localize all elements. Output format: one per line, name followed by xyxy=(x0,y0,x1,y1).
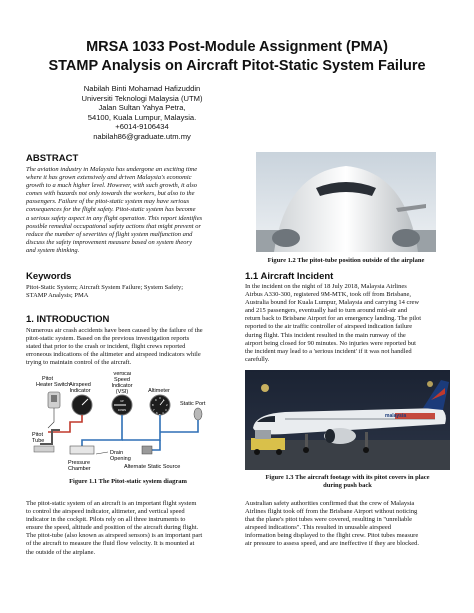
svg-text:Pitot: Pitot xyxy=(32,432,44,438)
safety-authorities-paragraph: Australian safety authorities confirmed that the crew of Malaysia Airlines flight took off from the Brisbane Airport without noticing that the plane's pitot tubes were covered, resulting in "unreliable airspeed indications". This resulted in unusable airspeed information being displayed to the flight crew. Pitot tubes measure air pressure to assess speed, and are ineffective if they are blocked. xyxy=(245,500,420,548)
svg-text:9: 9 xyxy=(155,398,157,402)
author-phone: +6014-9106434 xyxy=(115,122,169,132)
paper-title-line2: STAMP Analysis on Aircraft Pitot-Static System Failure xyxy=(48,58,426,74)
svg-text:Indicator: Indicator xyxy=(69,388,91,394)
introduction-heading: 1. INTRODUCTION xyxy=(26,314,110,325)
author-affiliation: Universiti Teknologi Malaysia (UTM) xyxy=(81,93,203,103)
svg-text:Pressure: Pressure xyxy=(68,460,91,466)
svg-text:DOWN: DOWN xyxy=(117,409,127,412)
introduction-text: Numerous air crash accidents have been caused by the failure of the pitot-static system. Based on the previous investigation reports stated that prior to the crash or incident, flight crews reported erroneous indications of the altimeter and airspeed indicators while trying to maintain control of the aircraft. xyxy=(26,327,203,367)
svg-text:Opening: Opening xyxy=(110,456,131,462)
label-pitot: Pitot xyxy=(42,376,54,382)
svg-text:Static Port: Static Port xyxy=(180,401,206,407)
author-email[interactable]: nabilah86@graduate.utm.my xyxy=(93,131,191,141)
svg-text:Indicator: Indicator xyxy=(111,383,133,389)
abstract-heading: ABSTRACT xyxy=(26,153,79,164)
svg-text:Drain: Drain xyxy=(110,450,124,456)
svg-text:(VSI): (VSI) xyxy=(115,389,129,395)
author-city: 54100, Kuala Lumpur, Malaysia. xyxy=(87,112,197,122)
label-heater-switch: Heater Switch xyxy=(36,382,71,388)
svg-text:6: 6 xyxy=(156,411,158,415)
pitot-static-paragraph: The pitot-static system of an aircraft is an important flight system to control the airspeed indicator, altimeter, and vertical speed indicator in the cockpit. Pilots rely on all three instruments to ensure the speed, altitude and position of the aircraft during flight. The pitot-tube (also known as airspeed sensors) is an important part of the aircraft to measure the fluid flow velocity. It is mounted at the outside of the airplane. xyxy=(26,500,203,556)
svg-text:3: 3 xyxy=(165,408,167,412)
svg-text:Speed: Speed xyxy=(114,377,130,383)
incident-heading: 1.1 Aircraft Incident xyxy=(245,271,334,282)
svg-text:malaysia: malaysia xyxy=(385,413,407,419)
abstract-text: The aviation industry in Malaysia has undergone an exciting time where it has grown extensively and driven Malaysia's economic growth to a much higher level. However, with such growth, it also comes with hazards not only towards the workers, but also to the passengers. Failure of the pitot-static system may have serious consequences for the flight safety. Pitot-static system has become a serious safety aspect in any flight operation. This report identifies possible remedial occupational safety actions that might prevent or reduce the number of severities of flight system malfunction and discuss the safety improvement measure based on system theory and system thinking. xyxy=(26,166,203,254)
svg-text:Altimeter: Altimeter xyxy=(148,388,170,394)
svg-text:0: 0 xyxy=(159,396,161,400)
paper-title-line1: MRSA 1033 Post-Module Assignment (PMA) xyxy=(86,39,388,55)
svg-text:4: 4 xyxy=(162,411,164,415)
svg-text:Vertical: Vertical xyxy=(112,372,132,377)
pushback-photo xyxy=(245,370,450,470)
figure-1-1-caption: Figure 1.1 The Pitot-static system diagram xyxy=(69,478,187,485)
pitot-static-diagram xyxy=(30,372,230,474)
author-name: Nabilah Binti Mohamad Hafizuddin xyxy=(83,84,201,93)
keywords-text: Pitot-Static System; Aircraft System Failure; System Safety; STAMP Analysis; PMA xyxy=(26,284,184,300)
svg-text:5: 5 xyxy=(159,413,161,417)
svg-text:Chamber: Chamber xyxy=(68,466,91,472)
pressure-chamber-icon xyxy=(70,446,94,454)
svg-text:2: 2 xyxy=(166,403,168,407)
svg-text:7: 7 xyxy=(153,408,155,412)
svg-text:UP: UP xyxy=(120,400,124,403)
author-street: Jalan Sultan Yahya Petra, xyxy=(98,103,186,113)
author-block xyxy=(42,84,242,142)
figure-1-3-caption: Figure 1.3 The aircraft footage with its pitot covers in place during push back xyxy=(265,474,430,489)
keywords-heading: Keywords xyxy=(26,271,72,282)
static-port-icon xyxy=(194,408,202,420)
svg-text:Alternate Static Source: Alternate Static Source xyxy=(124,464,181,470)
svg-text:Airspeed: Airspeed xyxy=(69,382,91,388)
figure-1-2-caption: Figure 1.2 The pitot-tube position outside of the airplane xyxy=(267,257,425,264)
pitot-tube-photo xyxy=(256,152,436,252)
svg-text:Tube: Tube xyxy=(32,438,45,444)
incident-text: In the incident on the night of 18 July 2018, Malaysia Airlines Airbus A330-300, registered 9M-MTK, took off from Brisbane, Australia bound for Kuala Lumpur, Malaysia and carrying 14 crew and 215 passengers, eventually had to turn around mid-air and return back to Brisbane Airport for an emergency landing. The pilot reported to the air traffic controller of airspeed indication failure during flight. This incident resulted in the main runway of the airport being closed for 90 minutes. No injuries were reported but the incident may lead to a 'serious incident' if it was not handled carefully. xyxy=(245,283,422,363)
pitot-tube-icon xyxy=(34,446,54,452)
alternate-static-valve-icon xyxy=(142,446,152,454)
pushback-tug xyxy=(251,438,285,450)
svg-text:8: 8 xyxy=(152,403,154,407)
